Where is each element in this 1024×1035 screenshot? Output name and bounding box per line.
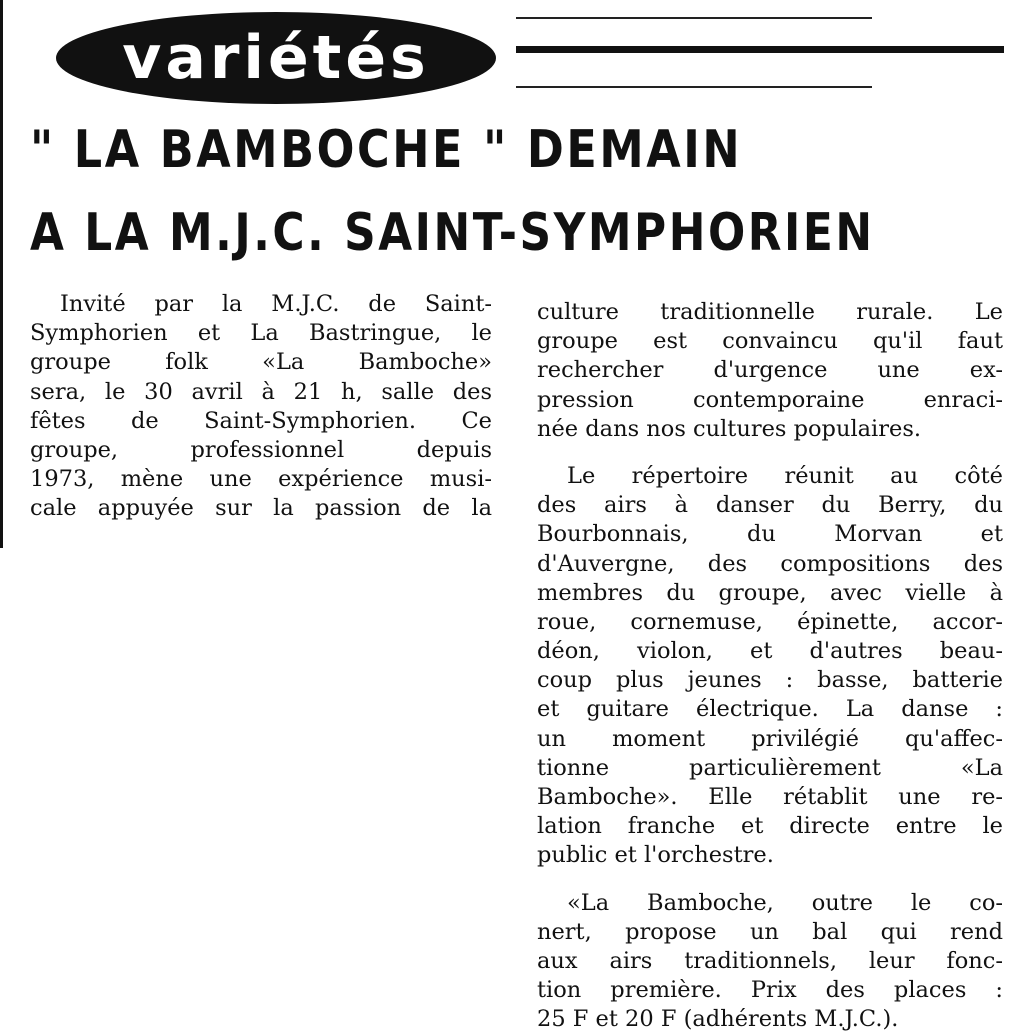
header-rule-main xyxy=(516,46,1004,53)
text-line: pression contemporaine enraci- xyxy=(537,386,1003,413)
text-line: Le répertoire réunit au côté xyxy=(567,462,1003,489)
text-line: tion première. Prix des places : xyxy=(537,977,1003,1004)
text-line: Bourbonnais, du Morvan et xyxy=(537,521,1003,548)
text-line: 1973, mène une expérience musi- xyxy=(30,466,492,493)
text-line: lation franche et directe entre le xyxy=(537,813,1003,840)
text-line: roue, cornemuse, épinette, accor- xyxy=(537,608,1003,635)
text-line: «La Bamboche, outre le co- xyxy=(567,889,1003,916)
text-line: groupe est convaincu qu'il faut xyxy=(537,328,1003,355)
header-rule-top xyxy=(516,17,872,19)
column-border-rule xyxy=(0,0,3,548)
text-line: aux airs traditionnels, leur fonc- xyxy=(537,947,1003,974)
text-line: née dans nos cultures populaires. xyxy=(537,415,922,442)
paragraph-gap xyxy=(537,871,1003,889)
text-line: culture traditionnelle rurale. Le xyxy=(537,299,1003,325)
text-line: un moment privilégié qu'affec- xyxy=(537,725,1003,752)
text-line: fêtes de Saint-Symphorien. Ce xyxy=(30,407,492,434)
paragraph-gap xyxy=(537,444,1003,462)
text-line: d'Auvergne, des compositions des xyxy=(537,550,1003,577)
text-line: sera, le 30 avril à 21 h, salle des xyxy=(30,378,492,405)
text-line: des airs à danser du Berry, du xyxy=(537,492,1003,519)
text-line: Bamboche». Elle rétablit une re- xyxy=(537,784,1003,810)
text-line: Symphorien et La Bastringue, le xyxy=(30,320,492,347)
left-column xyxy=(30,290,492,524)
text-line: déon, violon, et d'autres beau- xyxy=(537,638,1003,665)
headline-line-1: " LA BAMBOCHE " DEMAIN xyxy=(30,120,743,180)
rubric-label: variétés xyxy=(122,23,430,93)
text-line: coup plus jeunes : basse, batterie xyxy=(537,667,1003,694)
text-line: tionne particulièrement «La xyxy=(537,754,1003,781)
text-line: nert, propose un bal qui rend xyxy=(537,918,1003,945)
right-column xyxy=(537,298,1003,1035)
text-line: rechercher d'urgence une ex- xyxy=(537,357,1003,384)
text-line: 25 F et 20 F (adhérents M.J.C.). xyxy=(537,1006,899,1033)
text-line: et guitare électrique. La danse : xyxy=(537,696,1003,723)
text-line: groupe, professionnel depuis xyxy=(30,436,492,463)
text-line: public et l'orchestre. xyxy=(537,842,774,869)
header-rule-bottom xyxy=(516,86,872,88)
headline-line-2: A LA M.J.C. SAINT-SYMPHORIEN xyxy=(30,203,875,263)
text-line: cale appuyée sur la passion de la xyxy=(30,495,492,522)
text-line: Invité par la M.J.C. de Saint- xyxy=(60,291,492,317)
text-line: groupe folk «La Bamboche» xyxy=(30,349,492,376)
text-line: membres du groupe, avec vielle à xyxy=(537,579,1003,606)
